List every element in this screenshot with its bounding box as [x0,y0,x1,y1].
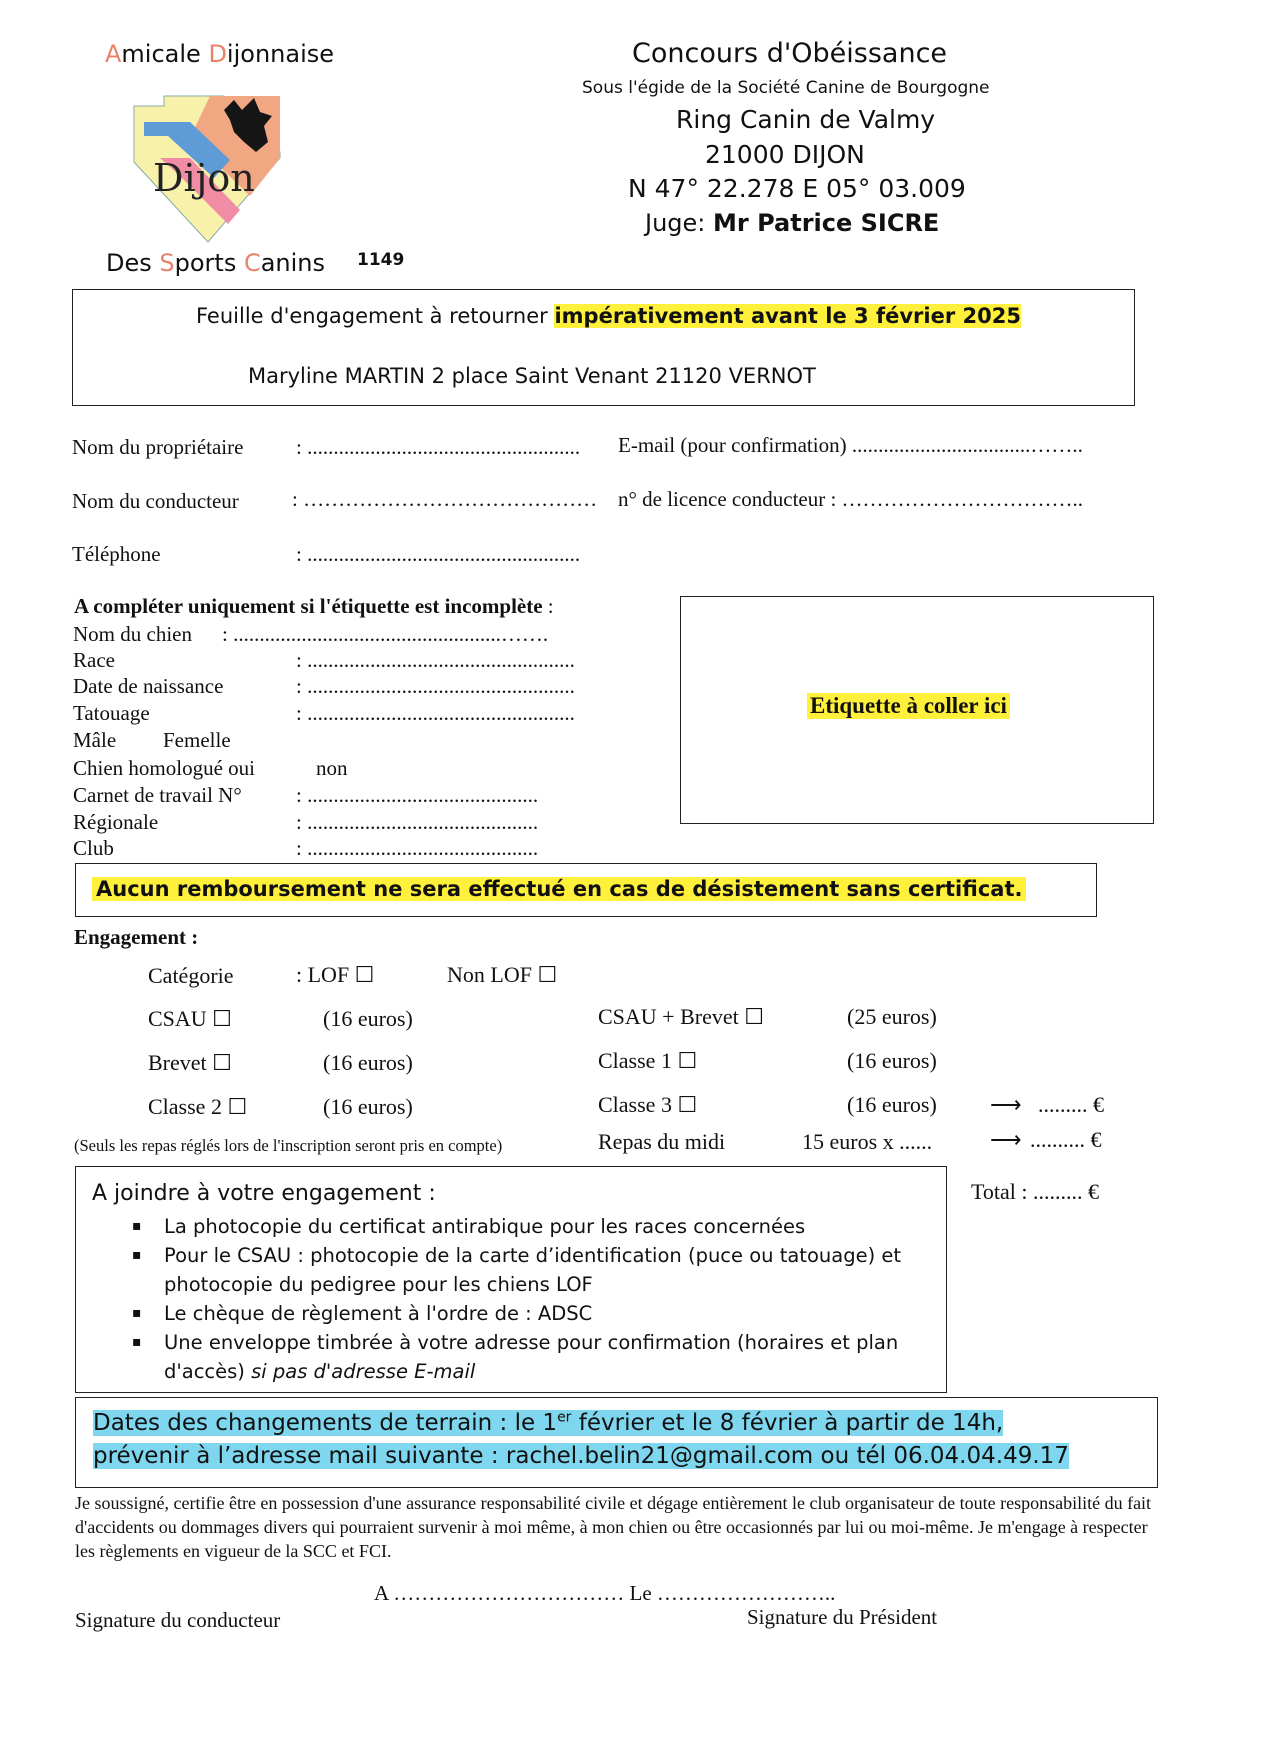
club-name-part: Des [106,249,160,277]
club-name-line1 [105,40,334,68]
terrain-line2 [93,1443,1069,1469]
list-item: ▪ Pour le CSAU : photocopie de la carte d’identification (puce ou tatouage) et photocopie du pedigree pour les chiens LOF [116,1241,936,1299]
meals-amount-field[interactable]: .......... € [1030,1127,1102,1152]
regionale-field[interactable]: : ............................................ [296,810,539,834]
classe1-price: (16 euros) [847,1048,937,1073]
classe3-checkbox[interactable]: Classe 3 ☐ [598,1092,698,1117]
club-label: Club [73,836,114,860]
terrain-line1-sup: er [557,1409,572,1425]
list-item-emphasis: si pas d'adresse E-mail [251,1360,476,1383]
terrain-line2-text: prévenir à l’adresse mail suivante : rachel.belin21@gmail.com ou tél 06.04.04.49.17 [93,1443,1069,1469]
terrain-line1-b: février et le 8 février à partir de 14h, [571,1409,1004,1436]
classe2-price: (16 euros) [323,1094,413,1119]
entry-amount-field[interactable]: ......... € [1038,1092,1104,1117]
event-coordinates: N 47° 22.278 E 05° 03.009 [628,174,966,203]
email-field[interactable]: E-mail (pour confirmation) ..................................…….. [618,433,1083,457]
dog-heading-colon: : [542,594,554,618]
event-title: Concours d'Obéissance [632,38,948,69]
sticker-text: Etiquette à coller ici [807,693,1010,719]
club-name-part: ports [174,249,244,277]
return-deadline: impérativement avant le 3 février 2025 [554,304,1021,328]
race-label: Race [73,648,115,672]
classe2-checkbox[interactable]: Classe 2 ☐ [148,1094,248,1119]
dog-name-label: Nom du chien [73,622,192,646]
dog-section-heading [74,594,554,619]
owner-label: Nom du propriétaire [72,435,244,459]
regionale-label: Régionale [73,810,159,834]
female-option[interactable]: Femelle [163,728,231,752]
classe1-checkbox[interactable]: Classe 1 ☐ [598,1048,698,1073]
csau-brevet-checkbox[interactable]: CSAU + Brevet ☐ [598,1004,764,1029]
event-subtitle: Sous l'égide de la Société Canine de Bourgogne [582,78,990,98]
return-text: Feuille d'engagement à retourner [196,304,555,328]
categorie-label: Catégorie [148,963,234,988]
brevet-checkbox[interactable]: Brevet ☐ [148,1050,232,1075]
arrow-icon: ⟶ [990,1127,1022,1152]
race-field[interactable]: : ................................................... [296,648,575,672]
list-item-text: Une enveloppe timbrée à votre adresse pour confirmation (horaires et plan d'accès) [164,1331,899,1383]
attachments-heading: A joindre à votre engagement : [92,1181,436,1206]
list-item [116,1328,936,1386]
arrow-icon: ⟶ [990,1092,1022,1117]
phone-label: Téléphone [72,542,161,566]
lof-checkbox[interactable]: : LOF ☐ [296,962,375,987]
dog-name-field[interactable]: : ...................................................……. [222,622,549,646]
terrain-line1 [93,1409,1003,1436]
birth-label: Date de naissance [73,674,224,698]
club-name-part: ijonnaise [226,40,335,68]
event-judge [645,209,939,237]
club-name-line2 [106,249,325,277]
place-date-field[interactable]: A …………………………… Le …………………….. [374,1581,836,1605]
carnet-label: Carnet de travail N° [73,783,242,807]
attachments-list [116,1212,936,1386]
total-field[interactable]: Total : ......... € [971,1179,1100,1204]
csau-brevet-price: (25 euros) [847,1004,937,1029]
driver-field[interactable]: : …………………………………… [292,487,598,511]
return-address: Maryline MARTIN 2 place Saint Venant 21120 VERNOT [248,364,816,388]
club-name-initial: C [243,249,261,277]
club-field[interactable]: : ............................................ [296,836,539,860]
disclaimer-text: Je soussigné, certifie être en possession d'une assurance responsabilité civile et dégage entièrement le club organisateur de toute responsabilité du fait d'accidents ou dommages divers qui pourraient survenir à moi même, à mon chien ou être occasionnés par lui ou moi-même. Je m'engage à respecter les règlements en vigueur de la SCC et FCI. [75,1493,1152,1561]
terrain-line1-text [93,1410,1003,1436]
event-venue: Ring Canin de Valmy [676,105,936,134]
non-lof-checkbox[interactable]: Non LOF ☐ [447,962,558,987]
warning-text: Aucun remboursement ne sera effectué en cas de désistement sans certificat. [92,877,1026,901]
meals-price-field[interactable]: 15 euros x ...... [802,1129,933,1154]
homologue-yes-option[interactable]: Chien homologué oui [73,756,255,780]
phone-field[interactable]: : .................................................... [296,542,581,566]
meals-note: (Seuls les repas réglés lors de l'inscription seront pris en compte) [74,1136,503,1155]
birth-field[interactable]: : ................................................... [296,674,575,698]
classe3-price: (16 euros) [847,1092,937,1117]
club-name-initial: D [208,40,227,68]
meals-label: Repas du midi [598,1129,726,1154]
owner-field[interactable]: : .................................................... [296,435,581,459]
list-item: ▪ Le chèque de règlement à l'ordre de : ADSC [116,1299,936,1328]
terrain-line1-a: Dates des changements de terrain : le 1 [93,1409,558,1436]
brevet-price: (16 euros) [323,1050,413,1075]
club-name-part: micale [121,40,209,68]
president-signature-label: Signature du Président [747,1605,938,1629]
male-option[interactable]: Mâle [73,728,117,752]
driver-label: Nom du conducteur [72,489,239,513]
club-name-initial: A [105,40,122,68]
engagement-heading: Engagement : [74,925,199,949]
judge-label: Juge: [645,209,714,237]
judge-name: Mr Patrice SICRE [713,209,940,237]
return-instruction [196,304,1021,328]
club-name-initial: S [159,249,175,277]
tattoo-label: Tatouage [73,701,150,725]
dog-heading-text: A compléter uniquement si l'étiquette est incomplète [74,594,543,618]
list-item: ▪ La photocopie du certificat antirabique pour les races concernées [116,1212,936,1241]
club-name-part: anins [260,249,326,277]
logo-text: Dijon [153,156,255,200]
event-city: 21000 DIJON [705,140,865,169]
tattoo-field[interactable]: : ................................................... [296,701,575,725]
homologue-no-option[interactable]: non [316,756,348,780]
csau-price: (16 euros) [323,1006,413,1031]
licence-field[interactable]: n° de licence conducteur : …………………………….. [618,487,1084,511]
driver-signature-label: Signature du conducteur [75,1608,281,1632]
carnet-field[interactable]: : ............................................ [296,783,539,807]
csau-checkbox[interactable]: CSAU ☐ [148,1006,232,1031]
club-code: 1149 [357,250,405,270]
